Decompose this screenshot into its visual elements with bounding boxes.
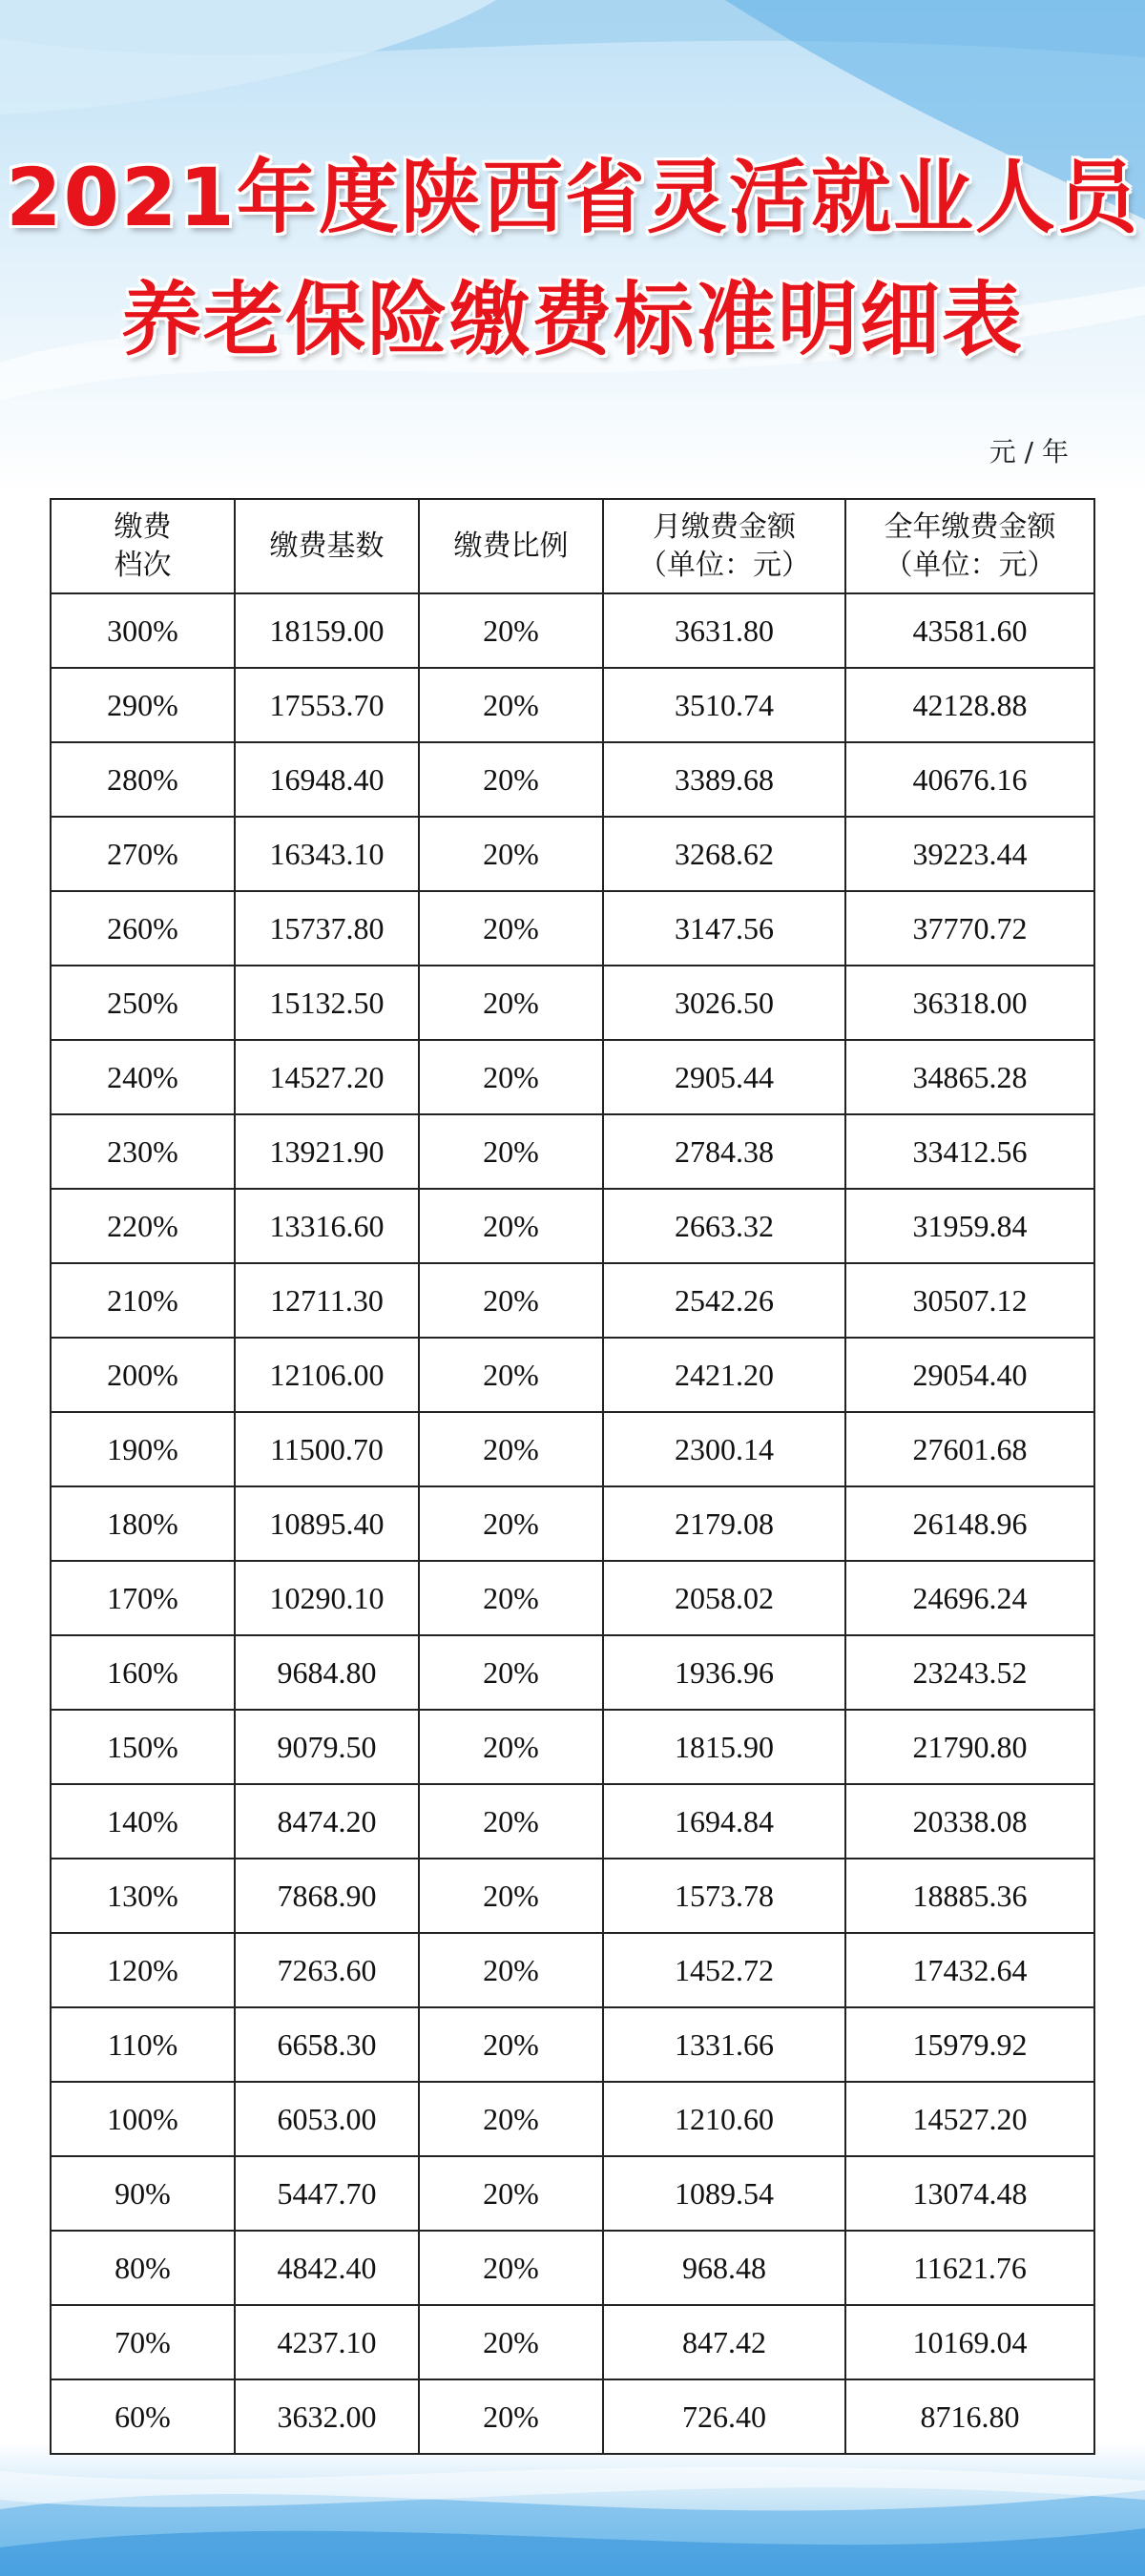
- cell-rate: 20%: [419, 966, 603, 1040]
- cell-monthly: 2542.26: [603, 1263, 845, 1338]
- cell-tier: 80%: [51, 2231, 235, 2305]
- header-annual-line-2: （单位：元）: [884, 548, 1056, 582]
- cell-rate: 20%: [419, 2156, 603, 2231]
- header-base: [235, 499, 419, 593]
- cell-base: 5447.70: [235, 2156, 419, 2231]
- cell-tier: 210%: [51, 1263, 235, 1338]
- cell-base: 18159.00: [235, 593, 419, 668]
- cell-monthly: 1452.72: [603, 1933, 845, 2007]
- cell-monthly: 1815.90: [603, 1710, 845, 1784]
- cell-tier: 290%: [51, 668, 235, 742]
- cell-base: 12711.30: [235, 1263, 419, 1338]
- cell-base: 6658.30: [235, 2007, 419, 2082]
- cell-monthly: 1573.78: [603, 1859, 845, 1933]
- cell-tier: 110%: [51, 2007, 235, 2082]
- cell-base: 17553.70: [235, 668, 419, 742]
- cell-annual: 21790.80: [845, 1710, 1094, 1784]
- cell-base: 15132.50: [235, 966, 419, 1040]
- header-base-label: 缴费基数: [269, 529, 385, 563]
- cell-tier: 190%: [51, 1412, 235, 1486]
- cell-base: 3632.00: [235, 2379, 419, 2454]
- cell-tier: 260%: [51, 891, 235, 966]
- table-row: [51, 2082, 1094, 2156]
- cell-tier: 240%: [51, 1040, 235, 1114]
- table-row: [51, 1784, 1094, 1859]
- header-rate: [419, 499, 603, 593]
- cell-annual: 39223.44: [845, 817, 1094, 891]
- cell-monthly: 3268.62: [603, 817, 845, 891]
- cell-base: 12106.00: [235, 1338, 419, 1412]
- cell-monthly: 968.48: [603, 2231, 845, 2305]
- table-row: [51, 1933, 1094, 2007]
- table-row: [51, 1040, 1094, 1114]
- table-row: [51, 1338, 1094, 1412]
- table-row: [51, 1263, 1094, 1338]
- cell-tier: 60%: [51, 2379, 235, 2454]
- cell-base: 9079.50: [235, 1710, 419, 1784]
- cell-tier: 180%: [51, 1486, 235, 1561]
- cell-rate: 20%: [419, 1635, 603, 1710]
- header-annual: [845, 499, 1094, 593]
- cell-tier: 230%: [51, 1114, 235, 1189]
- table-row: [51, 891, 1094, 966]
- cell-base: 7263.60: [235, 1933, 419, 2007]
- cell-annual: 17432.64: [845, 1933, 1094, 2007]
- cell-rate: 20%: [419, 2379, 603, 2454]
- cell-base: 16948.40: [235, 742, 419, 817]
- cell-annual: 8716.80: [845, 2379, 1094, 2454]
- cell-rate: 20%: [419, 1338, 603, 1412]
- cell-rate: 20%: [419, 1040, 603, 1114]
- cell-tier: 120%: [51, 1933, 235, 2007]
- table-row: [51, 1189, 1094, 1263]
- cell-base: 14527.20: [235, 1040, 419, 1114]
- cell-annual: 14527.20: [845, 2082, 1094, 2156]
- cell-annual: 42128.88: [845, 668, 1094, 742]
- cell-base: 10895.40: [235, 1486, 419, 1561]
- cell-tier: 300%: [51, 593, 235, 668]
- cell-annual: 15979.92: [845, 2007, 1094, 2082]
- cell-monthly: 1089.54: [603, 2156, 845, 2231]
- header-tier-line-2: 档次: [114, 548, 172, 582]
- cell-monthly: 1936.96: [603, 1635, 845, 1710]
- header-tier: [51, 499, 235, 593]
- table-row: [51, 1486, 1094, 1561]
- table-row: [51, 2305, 1094, 2379]
- cell-rate: 20%: [419, 1114, 603, 1189]
- cell-rate: 20%: [419, 1859, 603, 1933]
- table-row: [51, 1635, 1094, 1710]
- table-row: [51, 817, 1094, 891]
- cell-tier: 130%: [51, 1859, 235, 1933]
- cell-rate: 20%: [419, 1710, 603, 1784]
- cell-tier: 250%: [51, 966, 235, 1040]
- header-tier-line-1: 缴费: [114, 509, 172, 544]
- cell-tier: 100%: [51, 2082, 235, 2156]
- cell-monthly: 3389.68: [603, 742, 845, 817]
- cell-rate: 20%: [419, 593, 603, 668]
- cell-base: 15737.80: [235, 891, 419, 966]
- cell-tier: 280%: [51, 742, 235, 817]
- cell-tier: 200%: [51, 1338, 235, 1412]
- cell-tier: 140%: [51, 1784, 235, 1859]
- cell-rate: 20%: [419, 2082, 603, 2156]
- cell-rate: 20%: [419, 2007, 603, 2082]
- cell-base: 7868.90: [235, 1859, 419, 1933]
- cell-monthly: 726.40: [603, 2379, 845, 2454]
- cell-base: 4842.40: [235, 2231, 419, 2305]
- cell-tier: 90%: [51, 2156, 235, 2231]
- cell-rate: 20%: [419, 1561, 603, 1635]
- cell-base: 8474.20: [235, 1784, 419, 1859]
- cell-annual: 37770.72: [845, 891, 1094, 966]
- header-rate-label: 缴费比例: [453, 529, 569, 563]
- cell-base: 4237.10: [235, 2305, 419, 2379]
- cell-annual: 36318.00: [845, 966, 1094, 1040]
- cell-base: 16343.10: [235, 817, 419, 891]
- cell-rate: 20%: [419, 2305, 603, 2379]
- cell-tier: 70%: [51, 2305, 235, 2379]
- page-title-line-2: 养老保险缴费标准明细表: [120, 273, 1024, 366]
- cell-rate: 20%: [419, 668, 603, 742]
- page-title-line-1: 2021年度陕西省灵活就业人员: [6, 151, 1139, 244]
- contribution-table: [50, 498, 1095, 2455]
- cell-annual: 29054.40: [845, 1338, 1094, 1412]
- cell-annual: 18885.36: [845, 1859, 1094, 1933]
- cell-tier: 220%: [51, 1189, 235, 1263]
- unit-note: 元 / 年: [989, 436, 1069, 467]
- table-row: [51, 1412, 1094, 1486]
- cell-rate: 20%: [419, 1263, 603, 1338]
- cell-tier: 270%: [51, 817, 235, 891]
- cell-annual: 30507.12: [845, 1263, 1094, 1338]
- table-row: [51, 742, 1094, 817]
- cell-base: 13316.60: [235, 1189, 419, 1263]
- cell-rate: 20%: [419, 817, 603, 891]
- bottom-wave-decoration: [0, 2442, 1145, 2576]
- cell-annual: 11621.76: [845, 2231, 1094, 2305]
- cell-annual: 31959.84: [845, 1189, 1094, 1263]
- cell-rate: 20%: [419, 1933, 603, 2007]
- cell-rate: 20%: [419, 2231, 603, 2305]
- cell-monthly: 3147.56: [603, 891, 845, 966]
- header-annual-line-1: 全年缴费金额: [884, 509, 1056, 544]
- table-row: [51, 2231, 1094, 2305]
- cell-annual: 43581.60: [845, 593, 1094, 668]
- cell-monthly: 1331.66: [603, 2007, 845, 2082]
- cell-annual: 13074.48: [845, 2156, 1094, 2231]
- cell-monthly: 2300.14: [603, 1412, 845, 1486]
- cell-annual: 20338.08: [845, 1784, 1094, 1859]
- cell-annual: 34865.28: [845, 1040, 1094, 1114]
- cell-monthly: 2058.02: [603, 1561, 845, 1635]
- cell-annual: 40676.16: [845, 742, 1094, 817]
- cell-rate: 20%: [419, 1412, 603, 1486]
- cell-monthly: 847.42: [603, 2305, 845, 2379]
- table-row: [51, 668, 1094, 742]
- cell-base: 9684.80: [235, 1635, 419, 1710]
- cell-monthly: 3510.74: [603, 668, 845, 742]
- table-row: [51, 2007, 1094, 2082]
- cell-monthly: 1694.84: [603, 1784, 845, 1859]
- cell-base: 6053.00: [235, 2082, 419, 2156]
- cell-monthly: 2905.44: [603, 1040, 845, 1114]
- table-row: [51, 2379, 1094, 2454]
- cell-annual: 10169.04: [845, 2305, 1094, 2379]
- cell-rate: 20%: [419, 1189, 603, 1263]
- cell-monthly: 1210.60: [603, 2082, 845, 2156]
- cell-annual: 26148.96: [845, 1486, 1094, 1561]
- cell-annual: 27601.68: [845, 1412, 1094, 1486]
- header-monthly-line-1: 月缴费金额: [653, 509, 796, 544]
- table-header-row: [51, 499, 1094, 593]
- cell-monthly: 3026.50: [603, 966, 845, 1040]
- cell-base: 11500.70: [235, 1412, 419, 1486]
- cell-rate: 20%: [419, 1784, 603, 1859]
- cell-tier: 150%: [51, 1710, 235, 1784]
- cell-monthly: 2784.38: [603, 1114, 845, 1189]
- cell-monthly: 3631.80: [603, 593, 845, 668]
- table-row: [51, 1561, 1094, 1635]
- cell-rate: 20%: [419, 891, 603, 966]
- header-monthly-line-2: （单位：元）: [638, 548, 810, 582]
- table-row: [51, 1859, 1094, 1933]
- cell-base: 10290.10: [235, 1561, 419, 1635]
- cell-annual: 23243.52: [845, 1635, 1094, 1710]
- cell-monthly: 2421.20: [603, 1338, 845, 1412]
- cell-rate: 20%: [419, 1486, 603, 1561]
- table-row: [51, 966, 1094, 1040]
- cell-monthly: 2179.08: [603, 1486, 845, 1561]
- cell-annual: 33412.56: [845, 1114, 1094, 1189]
- cell-rate: 20%: [419, 742, 603, 817]
- cell-monthly: 2663.32: [603, 1189, 845, 1263]
- cell-annual: 24696.24: [845, 1561, 1094, 1635]
- cell-tier: 160%: [51, 1635, 235, 1710]
- cell-base: 13921.90: [235, 1114, 419, 1189]
- table-row: [51, 1114, 1094, 1189]
- header-monthly: [603, 499, 845, 593]
- table-row: [51, 593, 1094, 668]
- cell-tier: 170%: [51, 1561, 235, 1635]
- table-row: [51, 2156, 1094, 2231]
- table-row: [51, 1710, 1094, 1784]
